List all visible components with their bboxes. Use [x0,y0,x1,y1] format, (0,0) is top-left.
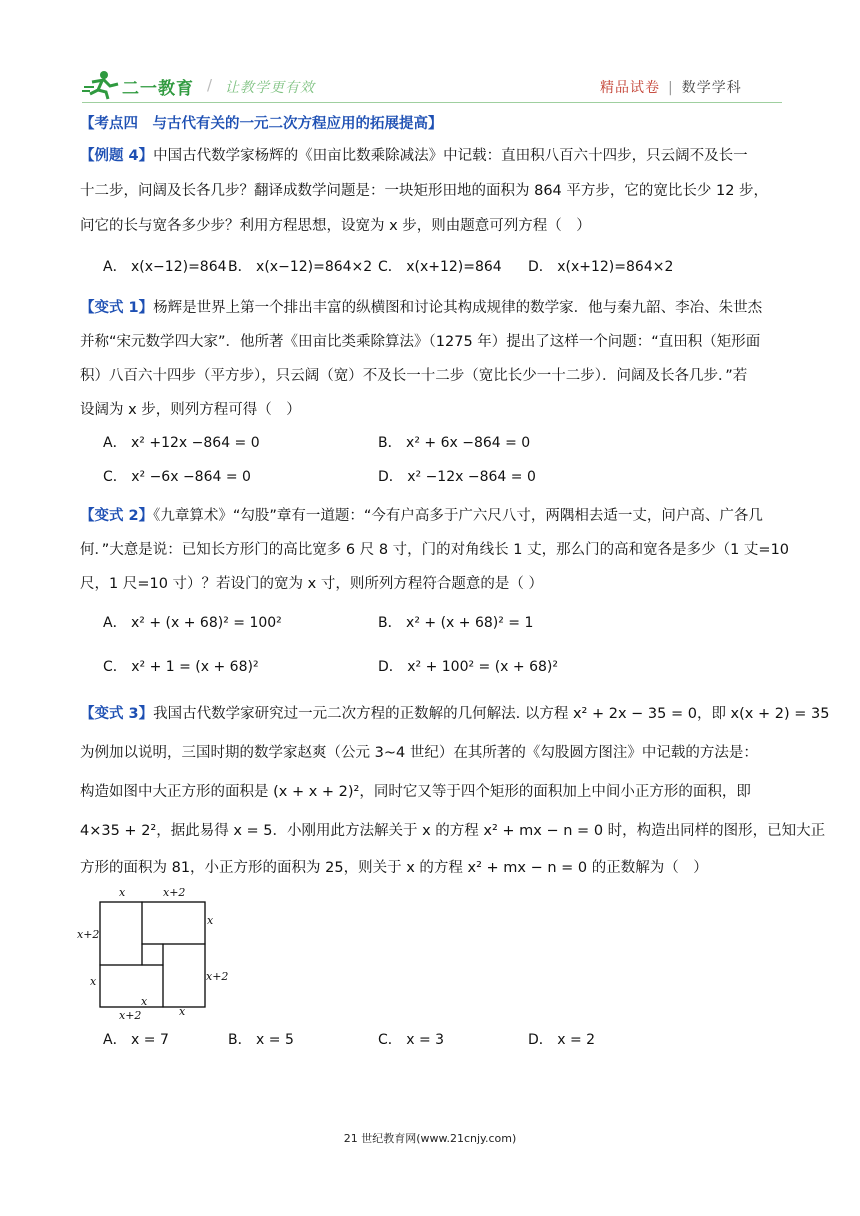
ex4-text-1: 中国古代数学家杨辉的《田亩比数乘除减法》中记载：直田积八百六十四步，只云阔不及长一 [153,148,748,164]
v3-line-4: 4×35 + 2²，据此易得 x = 5．小刚用此方法解关于 x 的方程 x² + mx − n = 0 时，构造出同样的图形，已知大正 [80,823,826,839]
v2-option-c: C． x² + 1 = (x + 68)² [103,659,259,675]
v1-option-c: C． x² −6x −864 = 0 [103,469,251,485]
v3-option-d: D． x = 2 [528,1032,596,1048]
ex4-label: 【例题 4】 [80,148,154,164]
v2-text-1: 《九章算术》“勾股”章有一道题：“今有户高多于广六尺八寸，两隅相去适一丈，问户高、广各几 [153,508,763,524]
fig-label-left-x: x [90,975,97,988]
v3-line-5: 方形的面积为 81，小正方形的面积为 25，则关于 x 的方程 x² + mx − n = 0 的正数解为（ ） [80,860,708,876]
fig-label-left-x2: x+2 [77,928,100,941]
section-title: 【考点四 与古代有关的一元二次方程应用的拓展提高】 [80,116,443,132]
rect-left [100,902,142,965]
header-right [600,77,742,97]
v3-line-1 [80,703,829,725]
fig-label-top-x: x [119,886,126,899]
v2-option-a: A． x² + (x + 68)² = 100² [103,615,282,631]
fig-label-bottom-x: x [179,1005,186,1018]
v2-line-2: 何．”大意是说：已知长方形门的高比宽多 6 尺 8 寸，门的对角线长 1 丈，那么门的高和宽各是多少（1 丈=10 [80,542,790,558]
v1-line-3: 积）八百六十四步（平方步），只云阔（宽）不及长一十二步（宽比长少一十二步）．问阔及长各几步．”若 [80,368,748,384]
v2-line-3: 尺，1 尺=10 寸）？若设门的宽为 x 寸，则所列方程符合题意的是（ ） [80,576,543,592]
rect-right [163,944,205,1007]
brand-name: 二一教育 [122,79,194,99]
footer: 21 世纪教育网(www.21cnjy.com) [343,1132,517,1145]
v3-label: 【变式 3】 [80,706,154,722]
fig-label-top-x2: x+2 [163,886,186,899]
header-divider [82,102,782,103]
v3-line-3: 构造如图中大正方形的面积是 (x + x + 2)²，同时它又等于四个矩形的面积加上中间小正方形的面积，即 [80,784,751,800]
small-square [142,944,163,965]
v3-line-2: 为例加以说明，三国时期的数学家赵爽（公元 3~4 世纪）在其所著的《勾股圆方图注》中记载的方法是： [80,745,758,761]
v2-label: 【变式 2】 [80,508,154,524]
ex4-line-2: 十二步，问阔及长各几步？翻译成数学问题是：一块矩形田地的面积为 864 平方步，它的宽比长少 12 步， [80,183,769,199]
v2-option-b: B． x² + (x + 68)² = 1 [378,615,534,631]
v1-option-d: D． x² −12x −864 = 0 [378,469,536,485]
v3-option-b: B． x = 5 [228,1032,294,1048]
subject: 数学学科 [681,80,742,96]
v1-line-4: 设阔为 x 步，则列方程可得（ ） [80,402,301,418]
v3-option-c: C． x = 3 [378,1032,445,1048]
big-square [100,902,205,1007]
v1-option-b: B． x² + 6x −864 = 0 [378,435,531,451]
v1-line-2: 并称“宋元数学四大家”．他所著《田亩比类乘除算法》（1275 年）提出了这样一个问题：“直田积（矩形面 [80,334,761,350]
runner-logo-icon [82,70,122,100]
header-slash: / [207,76,213,94]
ex4-option-b: B． x(x−12)=864×2 [228,259,373,275]
v1-option-a: A． x² +12x −864 = 0 [103,435,260,451]
v2-option-d: D． x² + 100² = (x + 68)² [378,659,558,675]
slogan: 让教学更有效 [225,80,315,96]
v3-text-1: 我国古代数学家研究过一元二次方程的正数解的几何解法. 以方程 x² + 2x − 35 = 0，即 x(x + 2) = 35 [153,706,830,722]
v1-label: 【变式 1】 [80,300,154,316]
fig-label-right-x2: x+2 [206,970,229,983]
v2-line-1 [80,505,763,527]
header-separator: | [668,80,674,96]
rect-bottom-left [100,965,163,1007]
ex4-line-1 [80,145,748,167]
fig-label-bottom-x2: x+2 [119,1009,142,1020]
v1-line-1 [80,297,762,319]
v3-option-a: A． x = 7 [103,1032,169,1048]
ex4-option-d: D． x(x+12)=864×2 [528,259,674,275]
ex4-line-3: 问它的长与宽各多少步？利用方程思想，设宽为 x 步，则由题意可列方程（ ） [80,218,591,234]
ex4-option-c: C． x(x+12)=864 [378,259,502,275]
v1-text-1: 杨辉是世界上第一个排出丰富的纵横图和讨论其构成规律的数学家．他与秦九韶、李冶、朱世杰 [153,300,763,316]
fig-label-inner-x: x [141,995,148,1008]
paper-type: 精品试卷 [600,80,660,96]
zhao-shuang-square-figure [75,880,235,1020]
fig-label-right-x: x [207,914,214,927]
rect-top-right [142,902,205,944]
ex4-option-a: A． x(x−12)=864 [103,259,227,275]
